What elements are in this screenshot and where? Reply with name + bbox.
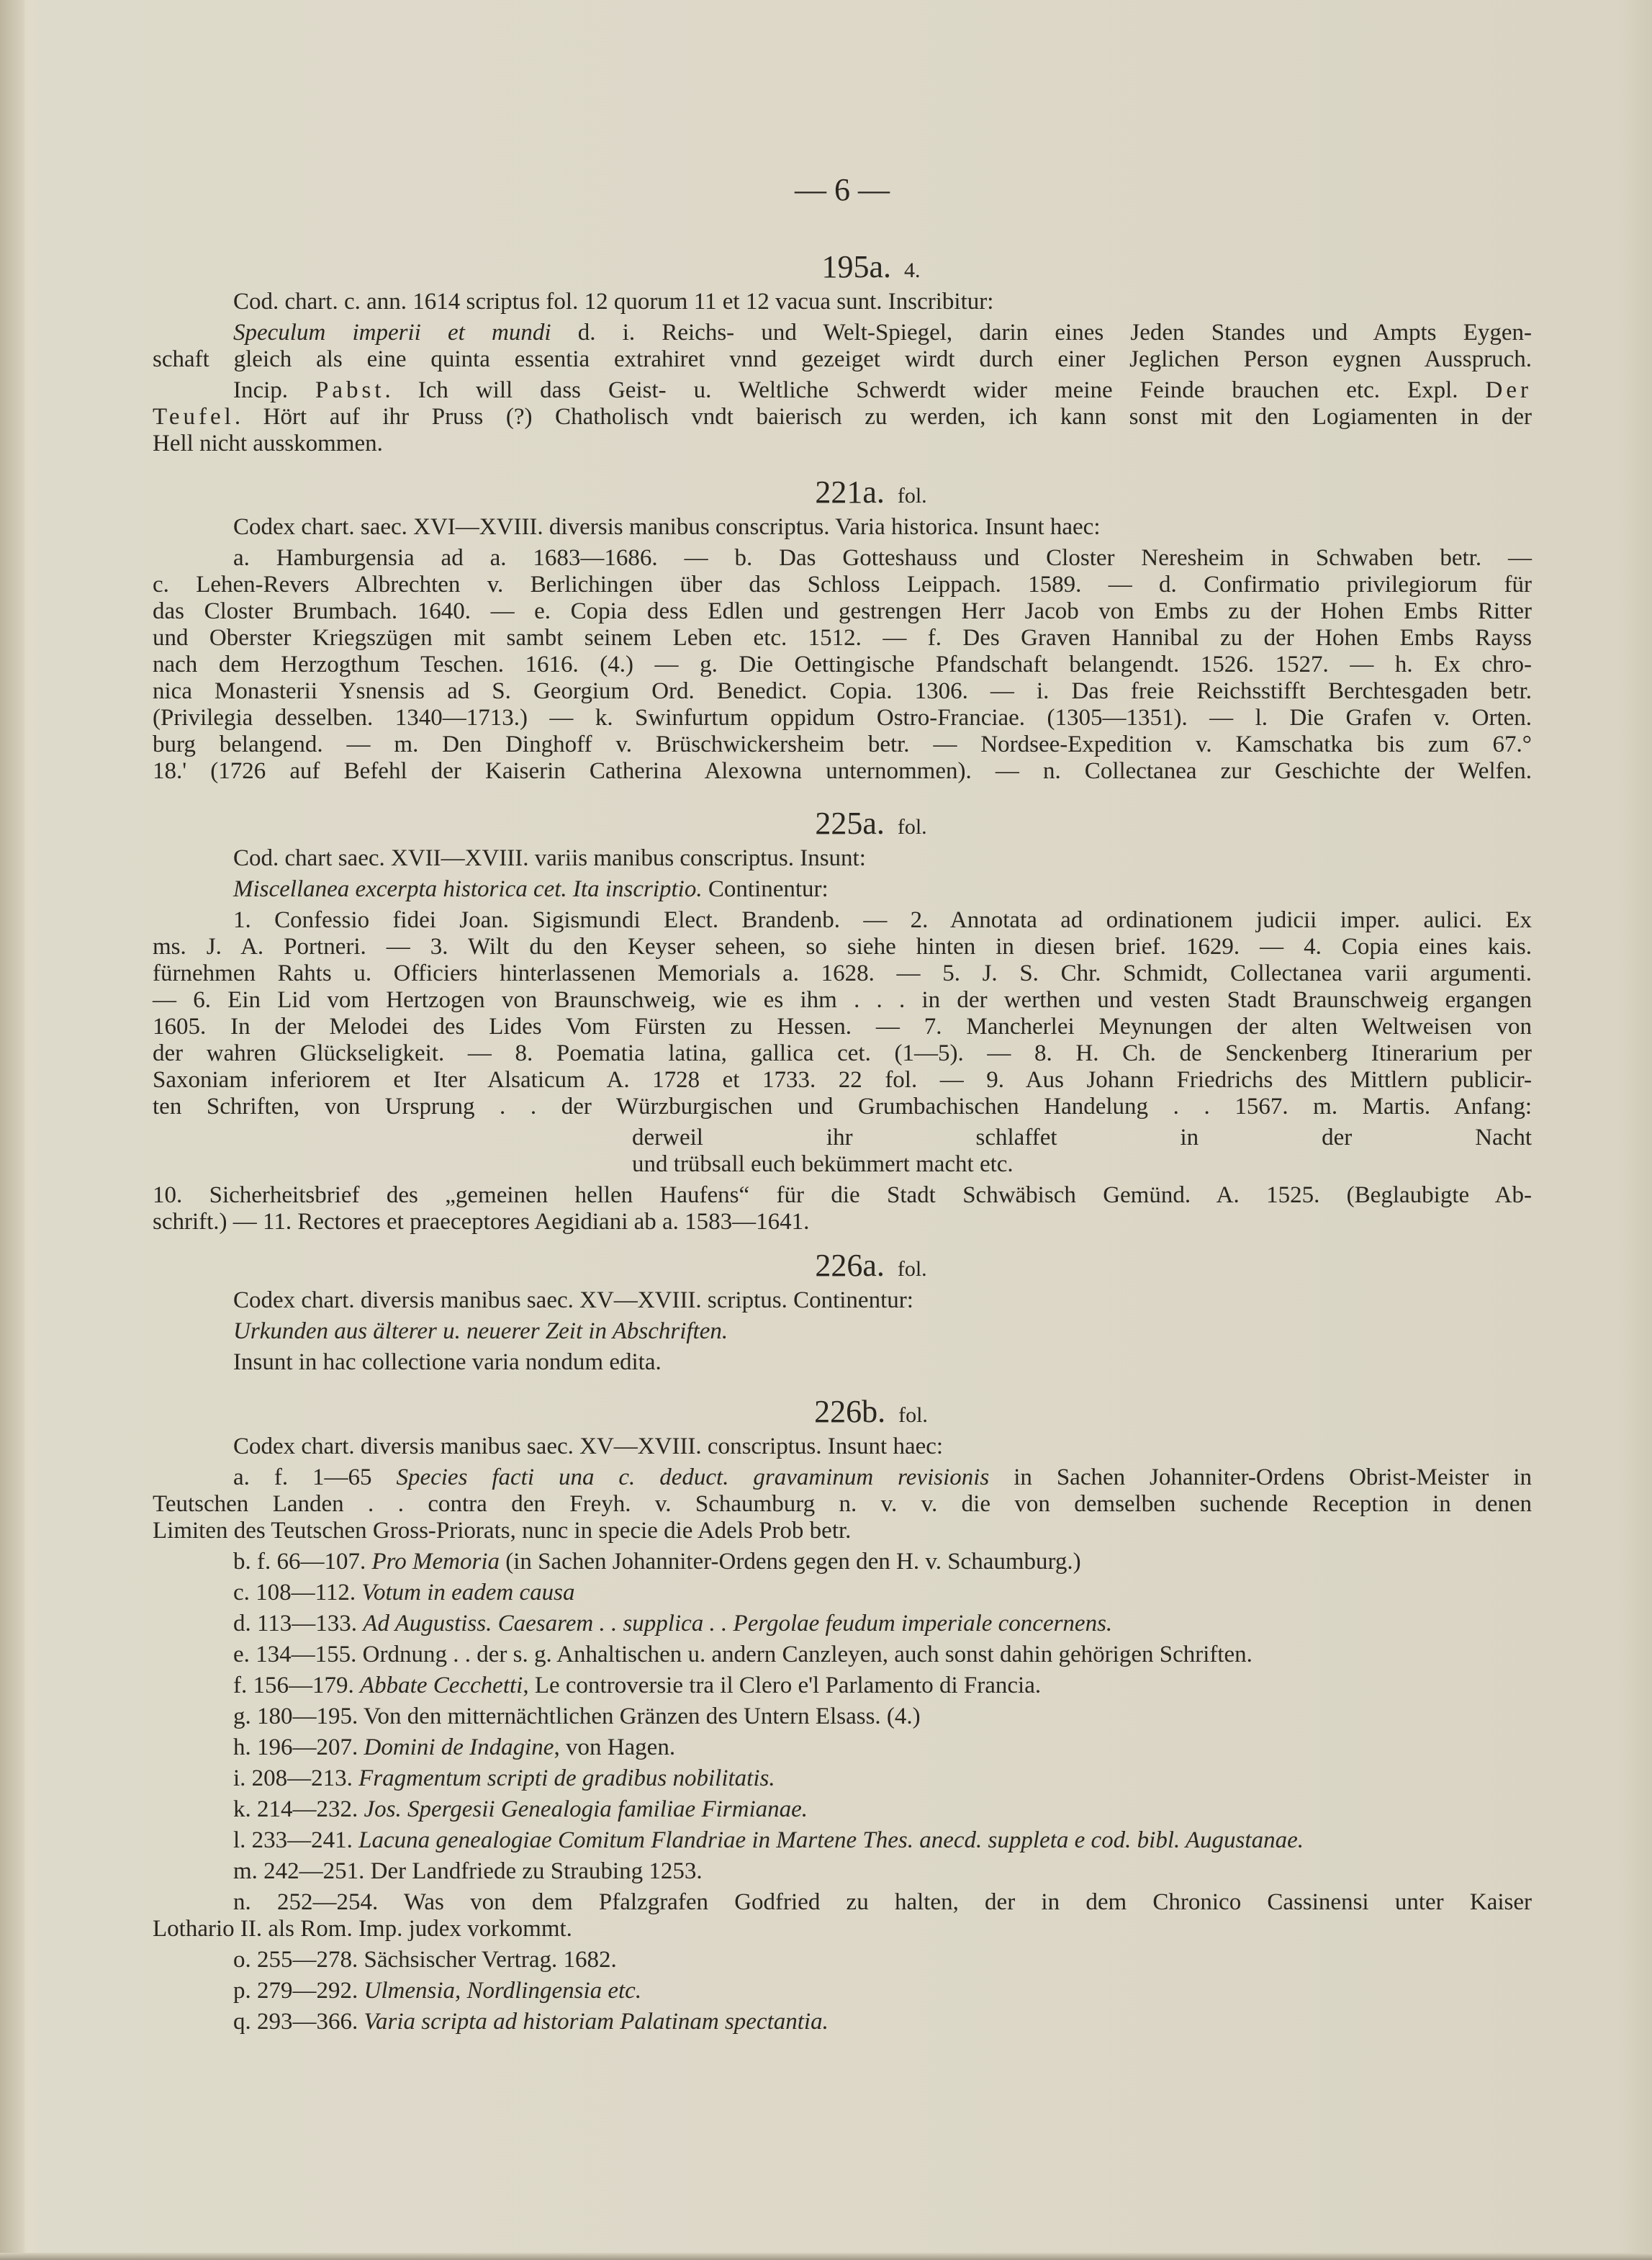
text-run: Hell nicht ausskommen. [153,431,383,456]
paragraph [153,876,1532,903]
text-line [153,545,1532,572]
text-run: n. 252—254. Was von dem Pfalzgrafen Godfried zu halten, der in dem Chronico Cassinensi unter Kaiser [233,1889,1532,1915]
text-line [153,1642,1532,1668]
paragraph [153,320,1532,373]
text-line [153,652,1532,678]
text-line [153,625,1532,652]
text-line [153,598,1532,625]
italic-title-text: Miscellanea excerpta historica cet. Ita inscriptio. [233,876,703,902]
text-line [153,1125,1532,1151]
paragraph [153,1349,1532,1376]
text-line [153,2009,1532,2035]
text-run: Saxoniam inferiorem et Iter Alsaticum A. 1728 et 1733. 22 fol. — 9. Aus Johann Friedrichs des Mittlern publicir- [153,1067,1532,1093]
entry-heading [153,805,1532,845]
text-line [153,346,1532,373]
text-run: d. 113—133. [233,1611,364,1637]
text-line [153,876,1532,903]
paragraph [153,1765,1532,1792]
text-line [153,404,1532,431]
text-line [153,1580,1532,1606]
text-run: das Closter Brumbach. 1640. — e. Copia dess Edlen und gestrengen Herr Jacob von Embs zu der Hohen Embs Ritter [153,598,1532,624]
text-run: nach dem Herzogthum Teschen. 1616. (4.) — g. Die Oettingische Pfandschaft belangendt. 1526. 1527. — h. Ex chro- [153,652,1532,677]
text-run: o. 255—278. Sächsischer Vertrag. 1682. [233,1947,617,1973]
text-run: burg belangend. — m. Den Dinghoff v. Brüschwickersheim betr. — Nordsee-Expedition v. Kamschatka bis zum 67.° [153,731,1532,757]
text-run: ms. J. A. Portneri. — 3. Wilt du den Keyser seheen, so siehe hinten in diesen brief. 1629. — 4. Copia eines kais. [153,934,1532,960]
paragraph [153,514,1532,541]
text-run: Insunt in hac collectione varia nondum edita. [233,1349,662,1375]
paragraph [153,1318,1532,1345]
text-run: in Sachen Johanniter-Ordens Obrist-Meister in [989,1464,1533,1490]
italic-title-text: Domini de Indagine [364,1734,554,1760]
text-run: Lothario II. als Rom. Imp. judex vorkommt. [153,1916,572,1942]
text-line [153,1827,1532,1854]
binding-shadow [0,0,24,2260]
paragraph [153,1978,1532,2004]
text-line [153,377,1532,404]
text-line [153,1549,1532,1575]
catalog-entry-195a [153,248,1532,462]
text-run: g. 180—195. Von den mitternächtlichen Gränzen des Untern Elsass. (4.) [233,1703,921,1729]
text-line [153,845,1532,872]
text-line [153,1182,1532,1209]
paragraph [153,1611,1532,1637]
catalog-entry-225a [153,805,1532,1240]
text-run: fürnehmen Rahts u. Officiers hinterlassenen Memorials a. 1628. — 5. J. S. Chr. Schmidt, Collectanea varii argumenti. [153,960,1532,986]
text-run: der wahren Glückseligkeit. — 8. Poematia latina, gallica cet. (1—5). — 8. H. Ch. de Senckenberg Itinerarium per [153,1040,1532,1066]
paragraph [153,1889,1532,1942]
paragraph [153,1796,1532,1823]
page-number: — 6 — [795,172,890,207]
text-run: derweil ihr schlaffet in der Nacht [632,1125,1532,1151]
italic-title-text: Abbate Cecchetti [360,1673,523,1698]
catalog-entry-221a [153,474,1532,789]
entry-heading [153,1247,1532,1287]
text-run: , Le controversie tra il Clero e'l Parlamento di Francia. [523,1673,1042,1698]
text-run: . Hört auf ihr Pruss (?) Chatholisch vndt baierisch zu werden, ich kann sonst mit den Logiamenten in der [234,404,1532,430]
paragraph [153,1549,1532,1575]
italic-title-text: Varia scripta ad historiam Palatinam spectantia. [364,2009,829,2035]
shelfmark: 225a. [815,806,885,841]
text-line [153,1209,1532,1235]
text-line [153,431,1532,457]
text-run: Continentur: [702,876,829,902]
catalog-entry-226b [153,1393,1532,2040]
italic-title-text: Ulmensia, Nordlingensia etc. [364,1978,642,2004]
text-line [153,907,1532,934]
text-run: Cod. chart saec. XVII—XVIII. variis manibus conscriptus. Insunt: [233,845,866,871]
text-run: c. 108—112. [233,1580,362,1606]
text-run: Teutschen Landen . . contra den Freyh. v. Schaumburg n. v. v. die von demselben suchende Reception in denen [153,1491,1532,1517]
shelfmark: 221a. [815,474,885,510]
text-line [153,1611,1532,1637]
text-run: Codex chart. saec. XVI—XVIII. diversis manibus conscriptus. Varia historica. Insunt haec: [233,514,1101,540]
text-run: d. i. Reichs- und Welt-Spiegel, darin eines Jeden Standes und Ampts Eygen- [551,320,1533,346]
paragraph [153,1125,1532,1178]
catalog-entry-226a [153,1247,1532,1380]
text-run: f. 156—179. [233,1673,360,1698]
text-run: und trübsall euch bekümmert macht etc. [632,1151,1014,1177]
italic-title-text: Votum in eadem causa [361,1580,575,1606]
text-run: p. 279—292. [233,1978,364,2004]
text-run: 1. Confessio fidei Joan. Sigismundi Elect. Brandenb. — 2. Annotata ad ordinationem judicii imper. aulici. Ex [233,907,1532,933]
paragraph [153,289,1532,315]
text-line [153,1978,1532,2004]
text-line [153,1014,1532,1040]
format-label: 4. [904,258,921,282]
text-line [153,320,1532,346]
italic-title-text: Ad Augustiss. Caesarem . . supplica . . Pergolae feudum imperiale concernens. [363,1611,1113,1637]
text-run: 10. Sicherheitsbrief des „gemeinen hellen Haufens“ für die Stadt Schwäbisch Gemünd. A. 1525. (Beglaubigte Ab- [153,1182,1532,1208]
paragraph [153,1287,1532,1314]
shelfmark: 226a. [815,1248,885,1283]
text-run: Codex chart. diversis manibus saec. XV—XVIII. scriptus. Continentur: [233,1287,913,1313]
text-line [153,1067,1532,1094]
text-run: i. 208—213. [233,1765,359,1791]
text-line [153,514,1532,541]
text-run: — 6. Ein Lid vom Hertzogen von Braunschweig, wie es ihm . . . in der werthen und vesten Stadt Braunschweig ergangen [153,987,1532,1013]
italic-title-text: Species facti una c. deduct. gravaminum revisionis [396,1464,990,1490]
paragraph [153,377,1532,457]
text-line [153,705,1532,731]
text-run: a. f. 1—65 [233,1464,397,1490]
text-line [153,678,1532,705]
entry-heading [153,1393,1532,1433]
italic-title-text: Speculum imperii et mundi [233,320,551,346]
text-run: ten Schriften, von Ursprung . . der Würzburgischen und Grumbachischen Handelung . . 1567. m. Martis. Anfang: [153,1094,1532,1120]
format-label: fol. [898,1403,928,1427]
text-line [153,731,1532,758]
paragraph [153,1703,1532,1730]
text-line [153,1796,1532,1823]
text-line [153,1094,1532,1120]
paragraph [153,545,1532,785]
text-run: . Ich will dass Geist- u. Weltliche Schwerdt wider meine Feinde brauchen etc. Expl. [384,377,1486,403]
shelfmark: 195a. [821,249,892,284]
entry-heading [153,248,1532,289]
text-line [153,1491,1532,1518]
text-line [153,1040,1532,1067]
text-line [153,1318,1532,1345]
paragraph [153,1433,1532,1460]
text-line [153,1734,1532,1761]
paragraph [153,1642,1532,1668]
text-run: Codex chart. diversis manibus saec. XV—XVIII. conscriptus. Insunt haec: [233,1433,944,1459]
text-run: , von Hagen. [554,1734,676,1760]
text-line [153,1464,1532,1491]
paragraph [153,907,1532,1120]
text-run: 1605. In der Melodei des Lides Vom Fürsten zu Hessen. — 7. Mancherlei Meynungen der alten Weltweisen von [153,1014,1532,1040]
paragraph [153,1858,1532,1885]
paragraph [153,1464,1532,1544]
paragraph [153,845,1532,872]
paragraph [153,1580,1532,1606]
text-run: (in Sachen Johanniter-Ordens gegen den H. v. Schaumburg.) [500,1549,1081,1575]
text-line [153,1947,1532,1973]
text-line [153,1916,1532,1942]
italic-title-text: Jos. Spergesii Genealogia familiae Firmianae. [364,1796,808,1822]
text-run: schaft gleich als eine quinta essentia extrahiret vnnd gezeiget wirdt durch einer Jeglichen Person eygnen Ausspruch. [153,346,1532,372]
spaced-text: Teufel [153,404,235,430]
format-label: fol. [897,1257,927,1281]
text-line [153,987,1532,1014]
spaced-text: Der [1485,377,1532,403]
italic-title-text: Lacuna genealogiae Comitum Flandriae in Martene Thes. anecd. suppleta e cod. bibl. Augustanae. [358,1827,1304,1853]
text-line [153,572,1532,598]
text-line [153,1349,1532,1376]
text-run: m. 242—251. Der Landfriede zu Straubing 1253. [233,1858,703,1884]
text-line [153,1889,1532,1916]
text-run: nica Monasterii Ysnensis ad S. Georgium Ord. Benedict. Copia. 1306. — i. Das freie Reichsstifft Berchtesgaden betr. [153,678,1532,704]
paragraph [153,1947,1532,1973]
text-line [153,1673,1532,1699]
text-run: a. Hamburgensia ad a. 1683—1686. — b. Das Gotteshauss und Closter Neresheim in Schwaben betr. — [233,545,1532,571]
text-run: (Privilegia desselben. 1340—1713.) — k. Swinfurtum oppidum Ostro-Franciae. (1305—1351). — l. Die Grafen v. Orten. [153,705,1532,731]
shelfmark: 226b. [814,1394,886,1429]
text-run: Limiten des Teutschen Gross-Priorats, nunc in specie die Adels Prob betr. [153,1518,852,1544]
text-run: Incip. [233,377,316,403]
text-line [153,934,1532,960]
page-bottom-edge [0,2253,1652,2260]
format-label: fol. [897,815,927,839]
text-line [153,1518,1532,1544]
text-run: l. 233—241. [233,1827,359,1853]
text-line [153,1765,1532,1792]
text-line [153,758,1532,785]
text-line [153,960,1532,987]
text-line [153,1858,1532,1885]
text-line [153,1151,1532,1178]
italic-title-text: Pro Memoria [371,1549,500,1575]
text-line [153,1433,1532,1460]
spaced-text: Pabst [315,377,385,403]
paragraph [153,2009,1532,2035]
text-run: k. 214—232. [233,1796,364,1822]
paragraph [153,1827,1532,1854]
text-run: Cod. chart. c. ann. 1614 scriptus fol. 12 quorum 11 et 12 vacua sunt. Inscribitur: [233,289,994,315]
italic-title-text: Urkunden aus älterer u. neuerer Zeit in Abschriften. [233,1318,728,1344]
text-run: h. 196—207. [233,1734,364,1760]
entry-heading [153,474,1532,514]
text-run: q. 293—366. [233,2009,364,2035]
text-run: und Oberster Kriegszügen mit sambt seinem Leben etc. 1512. — f. Des Graven Hannibal zu der Hohen Embs Rayss [153,625,1532,651]
text-run: 18.' (1726 auf Befehl der Kaiserin Catherina Alexowna unternommen). — n. Collectanea zur Geschichte der Welfen. [153,758,1532,784]
text-line [153,289,1532,315]
text-line [153,1287,1532,1314]
text-run: b. f. 66—107. [233,1549,372,1575]
paragraph [153,1734,1532,1761]
text-run: c. Lehen-Revers Albrechten v. Berlichingen über das Schloss Leippach. 1589. — d. Confirmatio privilegiorum für [153,572,1532,598]
format-label: fol. [897,484,927,508]
paragraph [153,1673,1532,1699]
text-line [153,1703,1532,1730]
italic-title-text: Fragmentum scripti de gradibus nobilitatis. [358,1765,775,1791]
paragraph [153,1182,1532,1235]
text-run: e. 134—155. Ordnung . . der s. g. Anhaltischen u. andern Canzleyen, auch sonst dahin gehörigen Schriften. [233,1642,1252,1667]
text-run: schrift.) — 11. Rectores et praeceptores Aegidiani ab a. 1583—1641. [153,1209,810,1235]
